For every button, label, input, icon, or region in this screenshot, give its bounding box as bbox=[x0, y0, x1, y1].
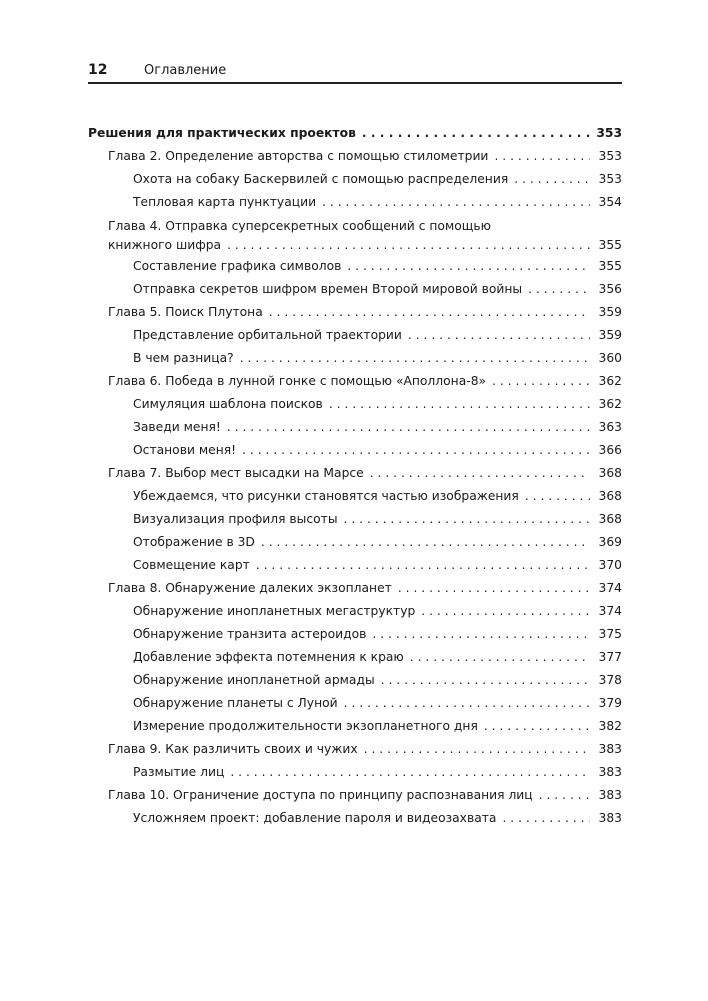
toc-page: 356 bbox=[598, 282, 622, 296]
toc-title: Составление графика символов bbox=[133, 259, 342, 273]
toc-item[interactable] bbox=[88, 623, 622, 646]
toc-item[interactable] bbox=[88, 255, 622, 278]
toc-page: 379 bbox=[598, 696, 622, 710]
toc-item[interactable] bbox=[88, 278, 622, 301]
toc-item[interactable] bbox=[88, 168, 622, 191]
toc-title: Глава 10. Ограничение доступа по принципу распознавания лиц bbox=[108, 788, 533, 802]
toc-page: 353 bbox=[598, 149, 622, 163]
toc-title: Размытие лиц bbox=[133, 765, 225, 779]
dot-leader bbox=[230, 761, 590, 784]
dot-leader bbox=[240, 347, 590, 370]
toc-page: 359 bbox=[598, 328, 622, 342]
toc-item[interactable] bbox=[88, 347, 622, 370]
toc-page: 363 bbox=[598, 420, 622, 434]
toc-page: 366 bbox=[598, 443, 622, 457]
table-of-contents bbox=[88, 122, 622, 830]
toc-page: 359 bbox=[598, 305, 622, 319]
toc-title: Глава 2. Определение авторства с помощью стилометрии bbox=[108, 149, 489, 163]
toc-title: Отправка секретов шифром времен Второй мировой войны bbox=[133, 282, 523, 296]
toc-title: Обнаружение транзита астероидов bbox=[133, 627, 367, 641]
toc-page: 383 bbox=[598, 765, 622, 779]
toc-title: Заведи меня! bbox=[133, 420, 221, 434]
toc-title: Глава 7. Выбор мест высадки на Марсе bbox=[108, 466, 364, 480]
toc-title: В чем разница? bbox=[133, 351, 234, 365]
toc-chapter-5[interactable] bbox=[88, 301, 622, 324]
toc-chapter-4[interactable] bbox=[88, 214, 622, 255]
toc-item[interactable] bbox=[88, 669, 622, 692]
toc-page: 368 bbox=[598, 512, 622, 526]
toc-item[interactable] bbox=[88, 416, 622, 439]
toc-title-line1: Глава 4. Отправка суперсекретных сообщений с помощью bbox=[108, 219, 491, 233]
toc-chapter-9[interactable] bbox=[88, 738, 622, 761]
toc-page: 355 bbox=[598, 259, 622, 273]
toc-page: 354 bbox=[598, 195, 622, 209]
toc-page: 368 bbox=[598, 489, 622, 503]
toc-page: 374 bbox=[598, 604, 622, 618]
toc-title: Убеждаемся, что рисунки становятся частью изображения bbox=[133, 489, 519, 503]
toc-title: Глава 5. Поиск Плутона bbox=[108, 305, 263, 319]
toc-title: Глава 9. Как различить своих и чужих bbox=[108, 742, 358, 756]
toc-item[interactable] bbox=[88, 554, 622, 577]
dot-leader bbox=[322, 191, 590, 214]
toc-chapter-7[interactable] bbox=[88, 462, 622, 485]
dot-leader bbox=[372, 623, 590, 646]
dot-leader bbox=[484, 715, 590, 738]
toc-title: Глава 6. Победа в лунной гонке с помощью «Аполлона-8» bbox=[108, 374, 487, 388]
dot-leader bbox=[344, 508, 590, 531]
dot-leader bbox=[539, 784, 590, 807]
toc-page: 383 bbox=[598, 811, 622, 825]
running-title: Оглавление bbox=[144, 63, 227, 78]
dot-leader bbox=[261, 531, 590, 554]
dot-leader bbox=[364, 738, 590, 761]
toc-title: Тепловая карта пунктуации bbox=[133, 195, 317, 209]
dot-leader bbox=[269, 301, 590, 324]
toc-page: 377 bbox=[598, 650, 622, 664]
toc-title: Симуляция шаблона поисков bbox=[133, 397, 323, 411]
toc-chapter-10[interactable] bbox=[88, 784, 622, 807]
dot-leader bbox=[227, 416, 590, 439]
dot-leader bbox=[227, 235, 590, 255]
toc-item[interactable] bbox=[88, 600, 622, 623]
dot-leader bbox=[492, 370, 590, 393]
toc-title: Охота на собаку Баскервилей с помощью распределения bbox=[133, 172, 509, 186]
toc-title: Обнаружение инопланетных мегаструктур bbox=[133, 604, 416, 618]
toc-page: 383 bbox=[598, 742, 622, 756]
toc-item[interactable] bbox=[88, 191, 622, 214]
toc-item[interactable] bbox=[88, 646, 622, 669]
page-number: 12 bbox=[88, 62, 108, 78]
dot-leader bbox=[502, 807, 590, 830]
toc-title: Добавление эффекта потемнения к краю bbox=[133, 650, 404, 664]
toc-page: 374 bbox=[598, 581, 622, 595]
toc-item[interactable] bbox=[88, 508, 622, 531]
toc-page: 382 bbox=[598, 719, 622, 733]
toc-chapter-8[interactable] bbox=[88, 577, 622, 600]
toc-item[interactable] bbox=[88, 692, 622, 715]
dot-leader bbox=[347, 255, 590, 278]
toc-section[interactable] bbox=[88, 122, 622, 145]
toc-item[interactable] bbox=[88, 715, 622, 738]
toc-title: Отображение в 3D bbox=[133, 535, 255, 549]
toc-page: 353 bbox=[598, 172, 622, 186]
dot-leader bbox=[410, 646, 590, 669]
toc-page: 353 bbox=[596, 126, 622, 140]
toc-title: Глава 8. Обнаружение далеких экзопланет bbox=[108, 581, 392, 595]
toc-page: 360 bbox=[598, 351, 622, 365]
dot-leader bbox=[494, 145, 590, 168]
dot-leader bbox=[362, 122, 590, 145]
toc-title: Визуализация профиля высоты bbox=[133, 512, 338, 526]
toc-item[interactable] bbox=[88, 761, 622, 784]
toc-item[interactable] bbox=[88, 531, 622, 554]
toc-item[interactable] bbox=[88, 807, 622, 830]
dot-leader bbox=[381, 669, 590, 692]
toc-chapter-6[interactable] bbox=[88, 370, 622, 393]
dot-leader bbox=[525, 485, 590, 508]
dot-leader bbox=[408, 324, 590, 347]
toc-title: Обнаружение инопланетной армады bbox=[133, 673, 375, 687]
dot-leader bbox=[514, 168, 590, 191]
dot-leader bbox=[370, 462, 590, 485]
toc-page: 362 bbox=[598, 397, 622, 411]
toc-page: 368 bbox=[598, 466, 622, 480]
dot-leader bbox=[344, 692, 590, 715]
dot-leader bbox=[398, 577, 590, 600]
toc-item[interactable] bbox=[88, 439, 622, 462]
dot-leader bbox=[329, 393, 590, 416]
dot-leader bbox=[242, 439, 590, 462]
dot-leader bbox=[528, 278, 590, 301]
toc-page: 383 bbox=[598, 788, 622, 802]
toc-title-line2: книжного шифра bbox=[108, 238, 222, 252]
toc-title: Останови меня! bbox=[133, 443, 237, 457]
toc-page: 378 bbox=[598, 673, 622, 687]
dot-leader bbox=[256, 554, 590, 577]
toc-page: 362 bbox=[598, 374, 622, 388]
page-header bbox=[88, 62, 622, 78]
toc-title: Представление орбитальной траектории bbox=[133, 328, 402, 342]
toc-item[interactable] bbox=[88, 324, 622, 347]
toc-page: 375 bbox=[598, 627, 622, 641]
toc-item[interactable] bbox=[88, 485, 622, 508]
toc-title: Усложняем проект: добавление пароля и видеозахвата bbox=[133, 811, 497, 825]
toc-title: Обнаружение планеты с Луной bbox=[133, 696, 338, 710]
header-rule bbox=[88, 82, 622, 84]
toc-title: Измерение продолжительности экзопланетного дня bbox=[133, 719, 478, 733]
toc-title: Решения для практических проектов bbox=[88, 126, 356, 140]
toc-title: Совмещение карт bbox=[133, 558, 250, 572]
dot-leader bbox=[421, 600, 590, 623]
toc-page: 369 bbox=[598, 535, 622, 549]
toc-item[interactable] bbox=[88, 393, 622, 416]
toc-page: 370 bbox=[598, 558, 622, 572]
toc-chapter-2[interactable] bbox=[88, 145, 622, 168]
toc-page: 355 bbox=[598, 238, 622, 252]
